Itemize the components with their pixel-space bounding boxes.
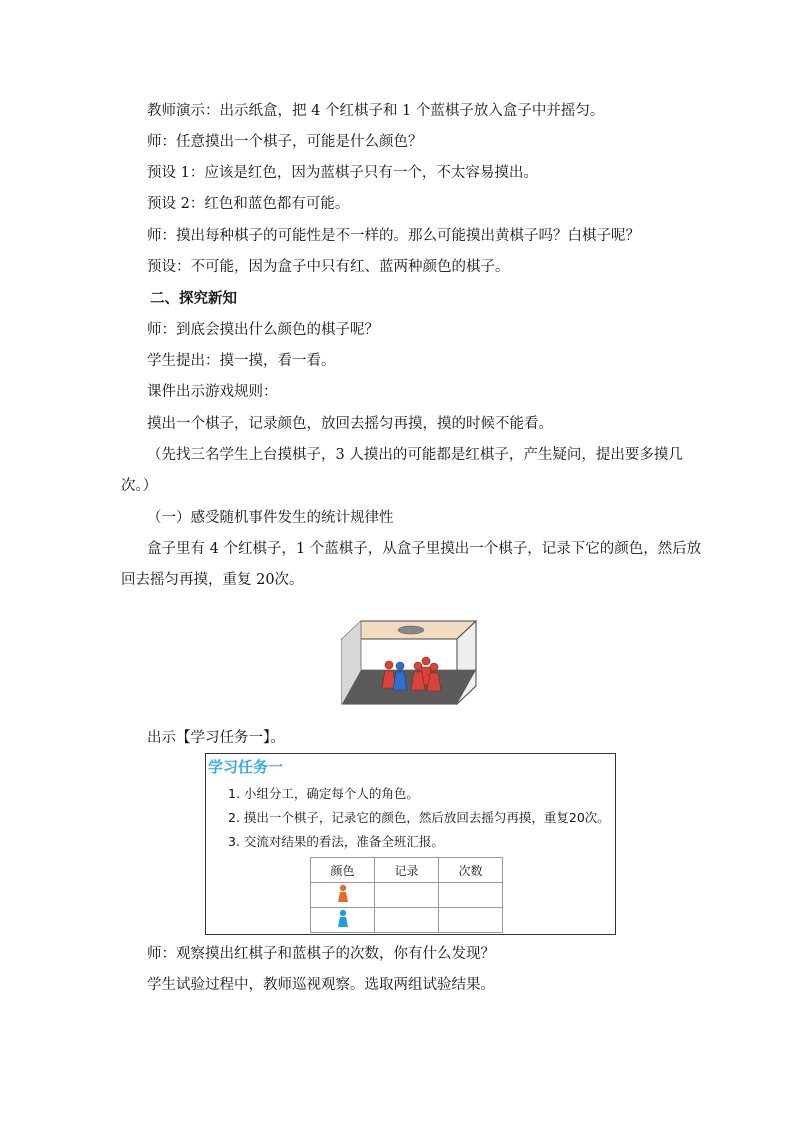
orange-chess-piece-icon <box>336 884 350 904</box>
color-cell <box>311 908 375 933</box>
count-cell <box>439 908 503 933</box>
paragraph: 师：到底会摸出什么颜色的棋子呢？ <box>147 322 379 338</box>
paragraph: 摸出一个棋子，记录颜色，放回去摇匀再摸，摸的时候不能看。 <box>147 416 553 432</box>
section-heading: 二、探究新知 <box>150 291 237 307</box>
box-illustration <box>341 620 477 706</box>
paragraph: 师：观察摸出红棋子和蓝棋子的次数，你有什么发现？ <box>147 946 495 962</box>
learning-task-box <box>205 753 616 935</box>
task-item: 1. 小组分工，确定每个人的角色。 <box>228 786 419 801</box>
header-color: 颜色 <box>311 858 375 883</box>
count-cell <box>439 883 503 908</box>
task-item: 2. 摸出一个棋子，记录它的颜色，然后放回去摇匀再摸，重复20次。 <box>228 810 610 825</box>
paragraph: 教师演示：出示纸盒，把 4 个红棋子和 1 个蓝棋子放入盒子中并摇匀。 <box>147 103 605 119</box>
paragraph: 学生提出：摸一摸，看一看。 <box>147 353 336 369</box>
color-cell <box>311 883 375 908</box>
table-header-row <box>311 858 503 883</box>
paragraph: 课件出示游戏规则： <box>147 384 278 400</box>
paragraph: 预设 2：红色和蓝色都有可能。 <box>147 196 350 212</box>
record-cell <box>375 908 439 933</box>
paragraph: 回去摇匀再摸，重复 20次。 <box>121 572 304 588</box>
task-title: 学习任务一 <box>208 758 284 776</box>
paragraph: 次。） <box>121 478 158 494</box>
header-record: 记录 <box>375 858 439 883</box>
paragraph: 学生试验过程中，教师巡视观察。选取两组试验结果。 <box>147 977 495 993</box>
table-row <box>311 908 503 933</box>
paragraph: 预设 1：应该是红色，因为蓝棋子只有一个，不太容易摸出。 <box>147 165 538 181</box>
show-task-text: 出示【学习任务一】。 <box>147 730 285 746</box>
record-table <box>310 857 503 933</box>
cyan-chess-piece-icon <box>336 909 350 929</box>
record-cell <box>375 883 439 908</box>
paragraph: 盒子里有 4 个红棋子，1 个蓝棋子，从盒子里摸出一个棋子，记录下它的颜色，然后放 <box>147 541 702 557</box>
paragraph: 预设：不可能，因为盒子中只有红、蓝两种颜色的棋子。 <box>147 259 510 275</box>
header-count: 次数 <box>439 858 503 883</box>
paragraph: （先找三名学生上台摸棋子，3 人摸出的可能都是红棋子，产生疑问，提出要多摸几 <box>147 447 683 463</box>
subsection-heading: （一）感受随机事件发生的统计规律性 <box>147 510 394 526</box>
paragraph: 师：任意摸出一个棋子，可能是什么颜色？ <box>147 134 423 150</box>
table-row <box>311 883 503 908</box>
task-item: 3. 交流对结果的看法，准备全班汇报。 <box>228 834 444 849</box>
paragraph: 师：摸出每种棋子的可能性是不一样的。那么可能摸出黄棋子吗？白棋子呢？ <box>147 228 640 244</box>
